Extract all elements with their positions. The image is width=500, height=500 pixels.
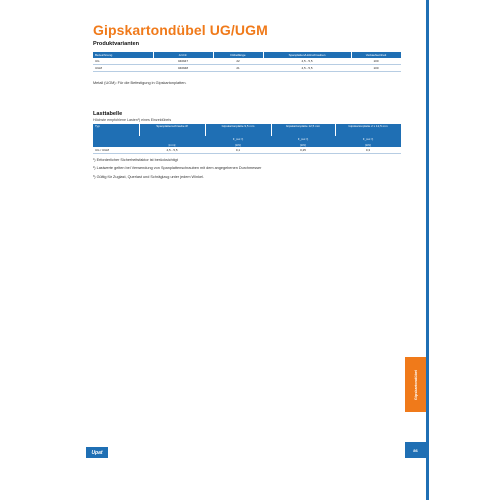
table-row xyxy=(93,65,401,72)
symbol-cell: F_rec ²) xyxy=(271,136,335,142)
table-cell: UG / UGM xyxy=(93,147,139,154)
sidebar-rule xyxy=(426,0,429,500)
brand-logo: Upat xyxy=(86,447,108,458)
footnote: ³) Gültig für Zuglast, Querlast und Schräglzug unter jedem Winkel. xyxy=(93,175,205,179)
unit-cell: [kN] xyxy=(271,142,335,147)
chapter-tab xyxy=(405,357,426,412)
table-row xyxy=(93,147,401,154)
column-header: Gipskartonplatte 12,5 mm xyxy=(271,124,335,136)
produktvarianten-table xyxy=(93,52,402,72)
table-cell: 100 xyxy=(351,65,401,72)
unit-cell: [kN] xyxy=(205,142,271,147)
table-cell: 4,5 - 5,5 xyxy=(263,65,351,72)
table-header-row xyxy=(93,124,401,136)
section-heading-produktvarianten: Produktvarianten xyxy=(93,41,140,47)
column-header: Verkaufseinheit xyxy=(351,52,401,58)
footnote: ²) Lastwerte gelten bei Verwendung von Spanplattenschrauben mit dem angegebenen Durchmesser xyxy=(93,166,262,170)
table-cell: 040948 xyxy=(153,65,213,72)
column-header: Spanplatten/Holzschrauben xyxy=(263,52,351,58)
table-cell: UGM xyxy=(93,65,153,72)
column-header: Dübellänge xyxy=(213,52,263,58)
table-cell: 22 xyxy=(213,58,263,65)
column-header: Typ xyxy=(93,124,139,136)
table-cell: UG xyxy=(93,58,153,65)
table-cell: 040947 xyxy=(153,58,213,65)
chapter-tab-label: Gipskartondübel xyxy=(413,369,418,400)
column-header: Art.Nr. xyxy=(153,52,213,58)
table-cell: 0,3 xyxy=(335,147,401,154)
column-header: Bezeichnung xyxy=(93,52,153,58)
page-number: 86 xyxy=(405,442,426,458)
table-cell: 0,1 xyxy=(205,147,271,154)
symbol-cell: F_rec ²) xyxy=(335,136,401,142)
page-title: Gipskartondübel UG/UGM xyxy=(93,22,268,38)
unit-cell: [mm] xyxy=(139,142,205,147)
table-cell: 21 xyxy=(213,65,263,72)
column-header: Gipskartonplatte 2 x 12,5 mm xyxy=(335,124,401,136)
table-cell: 0,25 xyxy=(271,147,335,154)
lasttabelle-table xyxy=(93,124,402,154)
symbol-cell: F_rec ²) xyxy=(205,136,271,142)
table-cell: 4,5 - 5,5 xyxy=(263,58,351,65)
table-cell: 100 xyxy=(351,58,401,65)
unit-cell: [kN] xyxy=(335,142,401,147)
table-cell: 4,5 - 5,5 xyxy=(139,147,205,154)
column-header: Gipskartonplatte 9,5 mm xyxy=(205,124,271,136)
lasttabelle-subtitle: Höchste empfohlene Lasten¹) eines Einzeldübels xyxy=(93,118,172,122)
column-header: Spanplattenschraube Ø xyxy=(139,124,205,136)
section-heading-lasttabelle: Lasttabelle xyxy=(93,111,123,117)
produktvarianten-note: Metall (UGM): Für die Befestigung in Gipskartonplatten. xyxy=(93,81,187,85)
footnote: ¹) Erforderlicher Sicherheitsfaktor ist berücksichtigt xyxy=(93,158,178,162)
